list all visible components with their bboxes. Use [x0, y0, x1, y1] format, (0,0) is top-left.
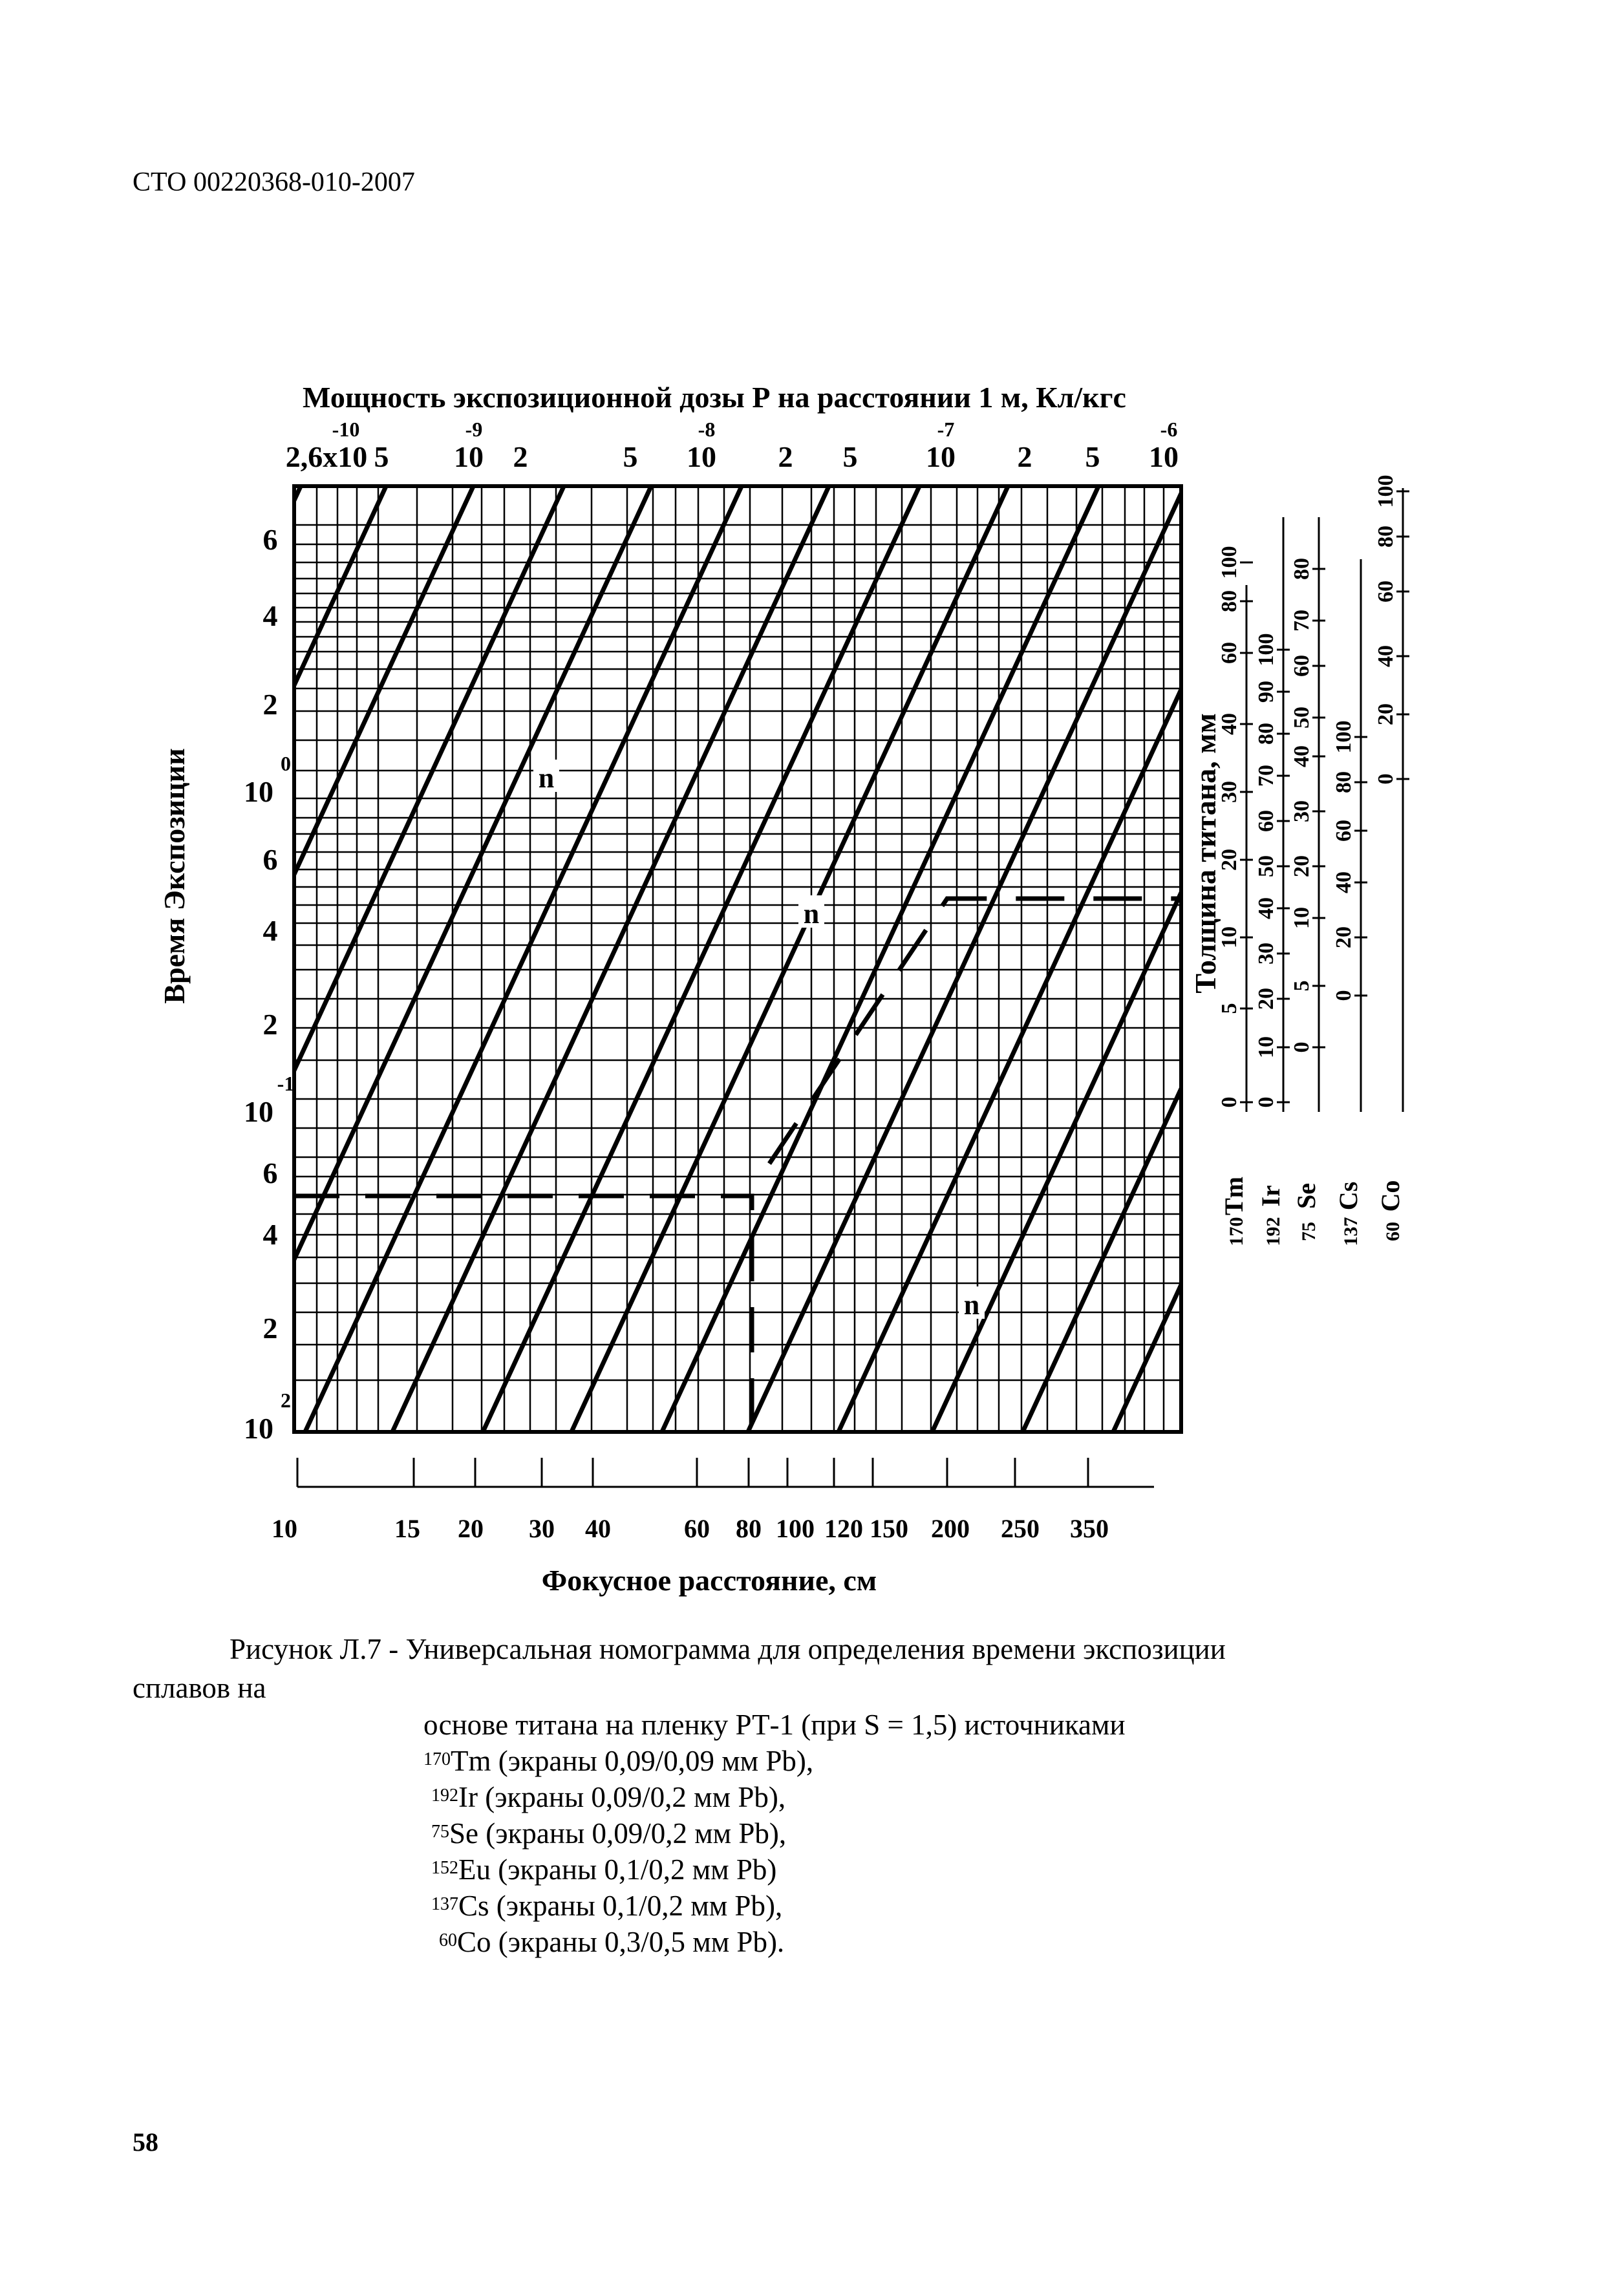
thickness-tick-label: 0	[1332, 990, 1356, 1001]
thickness-tick-label: 5	[1290, 980, 1314, 992]
left-tick-label: 4	[262, 914, 278, 947]
top-tick-exponent: -10	[332, 418, 360, 441]
isotope-label: Co	[1376, 1180, 1405, 1212]
exposure-line	[152, 307, 734, 1568]
source-item: $^{192}$Ir (экраны 0,09/0,2 мм Pb),	[431, 1781, 786, 1813]
focal-tick-label: 120	[824, 1514, 863, 1543]
thickness-tick-label: 30	[1290, 800, 1314, 822]
isotope-mass-number: 137	[1340, 1217, 1362, 1246]
thickness-tick-label: 0	[1374, 773, 1398, 785]
left-tick-exponent: -1	[277, 1072, 295, 1095]
source-item: $^{60}$Co (экраны 0,3/0,5 мм Pb).	[439, 1926, 785, 1958]
top-tick-label: 2	[778, 440, 793, 473]
top-axis-ticks	[286, 418, 1179, 473]
source-item: $^{152}$Eu (экраны 0,1/0,2 мм Pb)	[431, 1853, 777, 1886]
thickness-tick-label: 20	[1290, 855, 1314, 877]
isotope-mass-number: 192	[1263, 1217, 1284, 1246]
caption-line-2: сплавов на	[133, 1672, 266, 1704]
thickness-tick-label: 40	[1290, 745, 1314, 767]
exposure-line	[242, 307, 824, 1568]
left-axis-title: Время Экспозиции	[158, 748, 191, 1004]
top-tick-exponent: -6	[1160, 418, 1178, 441]
thickness-tick-label: 70	[1290, 610, 1314, 632]
thickness-tick-label: 80	[1290, 558, 1314, 580]
thickness-tick-label: 10	[1290, 907, 1314, 929]
left-tick-label: 10	[244, 1095, 273, 1128]
thickness-tick-label: 20	[1254, 988, 1278, 1010]
left-tick-exponent: 2	[281, 1389, 291, 1412]
caption-line-1: Рисунок Л.7 - Универсальная номограмма для определения времени экспозиции	[230, 1633, 1226, 1665]
source-item: $^{170}$Tm (экраны 0,09/0,09 мм Pb),	[423, 1745, 814, 1777]
page-number: 58	[133, 2127, 158, 2157]
thickness-tick-label: 0	[1290, 1041, 1314, 1053]
thickness-tick-label: 30	[1217, 781, 1241, 803]
thickness-tick-label: 60	[1254, 810, 1278, 832]
thickness-tick-label: 80	[1374, 526, 1398, 548]
thickness-tick-label: 80	[1254, 723, 1278, 745]
top-tick-exponent: -8	[698, 418, 716, 441]
caption-line-3: основе титана на пленку РТ-1 (при S = 1,5) источниками	[423, 1709, 1126, 1741]
thickness-tick-label: 80	[1332, 771, 1356, 793]
exposure-line	[420, 307, 1002, 1568]
thickness-tick-label: 10	[1217, 926, 1241, 948]
isotope-label: Cs	[1334, 1181, 1363, 1211]
exposure-line	[65, 307, 646, 1568]
focal-tick-label: 200	[931, 1514, 970, 1543]
exposure-line	[509, 307, 1091, 1568]
top-tick-label: 5	[1085, 440, 1100, 473]
thickness-tick-label: 20	[1374, 703, 1398, 725]
top-tick-label: 10	[926, 440, 956, 473]
focal-tick-label: 10	[272, 1514, 297, 1543]
exposure-line	[776, 307, 1358, 1568]
bottom-axis-title: Фокусное расстояние, см	[541, 1564, 877, 1597]
top-tick-label: 5	[623, 440, 638, 473]
exposure-line	[0, 307, 294, 1568]
thickness-tick-label: 40	[1332, 871, 1356, 893]
titanium-thickness-scales	[1217, 475, 1409, 1246]
left-tick-exponent: 0	[281, 752, 291, 775]
source-item: $^{75}$Se (экраны 0,09/0,2 мм Pb),	[431, 1817, 787, 1850]
top-tick-label: 2,6x10	[285, 440, 368, 473]
thickness-tick-label: 60	[1217, 642, 1241, 664]
focal-tick-label: 30	[529, 1514, 555, 1543]
top-tick-label: 2	[513, 440, 528, 473]
n-marker-1: n	[538, 762, 555, 794]
left-tick-label: 2	[262, 1008, 278, 1041]
thickness-tick-label: 50	[1254, 855, 1278, 877]
isotope-label: Tm	[1219, 1177, 1248, 1215]
thickness-tick-label: 10	[1254, 1036, 1278, 1058]
thickness-tick-label: 60	[1290, 655, 1314, 677]
thickness-tick-label: 100	[1217, 546, 1241, 579]
top-tick-label: 10	[454, 440, 484, 473]
thickness-tick-label: 100	[1332, 720, 1356, 754]
thickness-tick-label: 20	[1217, 849, 1241, 871]
focal-tick-label: 250	[1001, 1514, 1040, 1543]
thickness-tick-label: 5	[1217, 1003, 1241, 1014]
caption-sources	[423, 1707, 1126, 1960]
thickness-tick-label: 60	[1332, 820, 1356, 842]
doc-header: СТО 00220368-010-2007	[133, 167, 415, 197]
left-tick-label: 6	[262, 843, 278, 876]
top-tick-label: 5	[842, 440, 858, 473]
exposure-line	[0, 307, 556, 1568]
left-tick-label: 2	[262, 1312, 278, 1345]
focal-distance-scale	[272, 1458, 1154, 1543]
vertical-gridlines	[317, 486, 1164, 1432]
top-tick-label: 2	[1017, 440, 1032, 473]
exposure-line	[0, 307, 469, 1568]
left-tick-label: 6	[262, 523, 278, 556]
top-tick-exponent: -7	[937, 418, 955, 441]
left-tick-label: 4	[262, 1218, 278, 1251]
top-tick-label: 10	[1149, 440, 1179, 473]
isotope-mass-number: 170	[1226, 1217, 1247, 1246]
thickness-tick-label: 40	[1254, 897, 1278, 919]
left-axis-ticks	[244, 523, 294, 1445]
thickness-tick-label: 100	[1374, 475, 1398, 508]
thickness-tick-label: 60	[1374, 581, 1398, 602]
isotope-mass-number: 60	[1382, 1222, 1404, 1241]
thickness-tick-label: 40	[1217, 713, 1241, 735]
left-tick-label: 10	[244, 775, 273, 808]
focal-tick-label: 350	[1070, 1514, 1109, 1543]
left-tick-label: 2	[262, 688, 278, 721]
focal-tick-label: 20	[458, 1514, 484, 1543]
source-item: $^{137}$Cs (экраны 0,1/0,2 мм Pb),	[431, 1890, 783, 1922]
right-axis-title: Толщина титана, мм	[1189, 713, 1222, 994]
thickness-tick-label: 0	[1217, 1096, 1241, 1108]
dashed-path	[294, 1196, 752, 1432]
left-tick-label: 4	[262, 599, 278, 632]
focal-tick-label: 80	[736, 1514, 762, 1543]
thickness-tick-label: 50	[1290, 707, 1314, 729]
thickness-tick-label: 40	[1374, 645, 1398, 667]
top-tick-label: 5	[374, 440, 389, 473]
focal-tick-label: 15	[394, 1514, 420, 1543]
thickness-tick-label: 30	[1254, 943, 1278, 965]
exposure-line	[599, 307, 1181, 1568]
isotope-label: Se	[1292, 1183, 1321, 1209]
thickness-tick-label: 20	[1332, 926, 1356, 948]
top-tick-label: 10	[687, 440, 716, 473]
isotope-mass-number: 75	[1298, 1222, 1320, 1241]
top-tick-exponent: -9	[465, 418, 483, 441]
left-tick-label: 10	[244, 1412, 273, 1445]
top-axis-title: Мощность экспозиционной дозы Р на расстоянии 1 м, Кл/кгс	[303, 381, 1126, 414]
focal-tick-label: 150	[870, 1514, 908, 1543]
focal-tick-label: 60	[684, 1514, 710, 1543]
thickness-tick-label: 100	[1254, 633, 1278, 666]
n-marker-3: n	[963, 1289, 980, 1321]
left-tick-label: 6	[262, 1157, 278, 1189]
thickness-tick-label: 0	[1254, 1096, 1278, 1108]
thickness-tick-label: 80	[1217, 590, 1241, 612]
n-marker-2: n	[803, 898, 820, 930]
focal-tick-label: 40	[585, 1514, 611, 1543]
focal-tick-label: 100	[776, 1514, 815, 1543]
exposure-line	[0, 307, 383, 1568]
isotope-label: Ir	[1256, 1185, 1285, 1207]
thickness-tick-label: 70	[1254, 765, 1278, 787]
thickness-tick-label: 90	[1254, 681, 1278, 703]
